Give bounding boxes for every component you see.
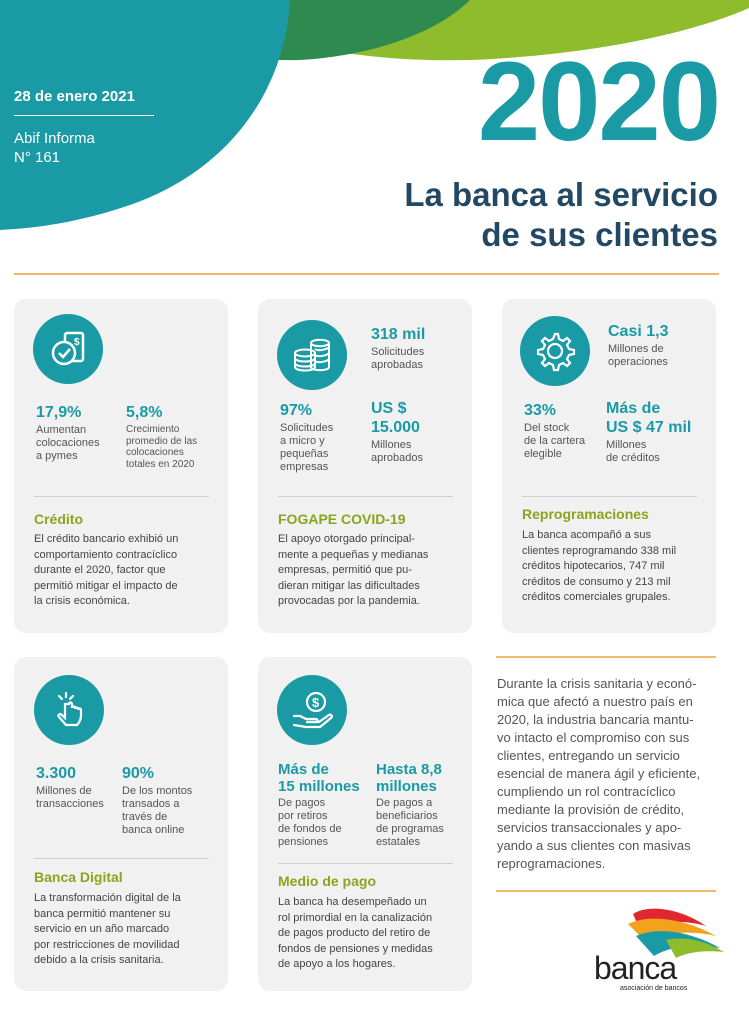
stat-label: [36, 424, 116, 463]
card-title: Crédito: [34, 511, 83, 527]
divider: [522, 496, 697, 497]
card-body: [278, 895, 470, 973]
card-title: Reprogramaciones: [522, 506, 649, 522]
stat-solicitudes-aprobadas: [371, 325, 466, 372]
stat-label-line: Solicitudes: [280, 422, 334, 434]
stat-cartera-elegible: [524, 401, 602, 461]
stat-value: 3.300: [36, 765, 77, 782]
stat-label-line: De pagos: [278, 797, 326, 809]
stat-label: [371, 346, 466, 372]
stat-value: 5,8%: [126, 404, 163, 421]
stat-value: [376, 761, 468, 795]
stat-montos-online: [122, 764, 222, 837]
year-heading: 2020: [477, 39, 719, 164]
divider: [496, 656, 716, 658]
body-line: El apoyo otorgado principal-: [278, 533, 415, 545]
body-line: La transformación digital de la: [34, 892, 181, 904]
stat-label-line: aprobados: [371, 452, 423, 464]
card-body: [34, 532, 224, 610]
stat-value: 97%: [280, 402, 313, 419]
stat-monto-creditos: [606, 399, 714, 465]
stat-label: [280, 422, 362, 474]
coins-icon: [277, 320, 347, 390]
logo-subtitle: asociación de bancos: [620, 985, 688, 992]
stat-label-line: Millones: [606, 439, 647, 451]
body-line: rol primordial en la canalización: [278, 911, 433, 924]
body-line: provocadas por la pandemia.: [278, 595, 420, 607]
stat-label-line: pensiones: [278, 836, 329, 848]
stat-label-line: De los montos: [122, 785, 193, 797]
stat-label-line: operaciones: [608, 356, 668, 368]
stat-label-line: de programas: [376, 823, 444, 835]
summary-line: vo intacto el compromiso con sus: [497, 730, 690, 745]
page-title: [404, 175, 718, 255]
summary-line: mediante la provisión de crédito,: [497, 802, 685, 817]
stat-micro-pequenas: [280, 401, 362, 474]
stat-label: [278, 797, 378, 849]
divider: [34, 858, 209, 859]
body-line: créditos comerciales grupales.: [522, 591, 671, 603]
stat-label-line: elegible: [524, 448, 562, 460]
stat-crecimiento-colocaciones: [126, 403, 222, 470]
summary-line: yando a sus clientes con masivas: [497, 838, 691, 853]
body-line: clientes reprogramando 338 mil: [522, 544, 677, 557]
summary-line: 2020, la industria bancaria mantu-: [497, 712, 694, 727]
card-title: Medio de pago: [278, 873, 376, 889]
body-line: mente a pequeñas y medianas: [278, 548, 429, 561]
body-line: debido a la crisis sanitaria.: [34, 954, 164, 966]
stat-label-line: De pagos a: [376, 797, 433, 809]
stat-label: [606, 439, 714, 465]
stat-label-line: a pymes: [36, 450, 78, 462]
title-line: de sus clientes: [481, 216, 718, 253]
publication-name: [14, 129, 95, 167]
card-medio-de-pago: [258, 657, 472, 991]
card-body: [278, 532, 468, 610]
body-line: créditos de consumo y 213 mil: [522, 575, 671, 588]
logo-wordmark: banca: [594, 950, 677, 986]
stat-label-line: aprobadas: [371, 359, 423, 371]
stat-label: [36, 785, 120, 811]
summary-line: mica que afectó a nuestro país en: [497, 694, 693, 709]
divider: [34, 496, 209, 497]
summary-line: Durante la crisis sanitaria y econó-: [497, 676, 697, 691]
stat-label-line: Solicitudes: [371, 346, 425, 358]
body-line: empresas, permitió que pu-: [278, 564, 412, 576]
divider: [14, 273, 719, 275]
summary-line: cumpliendo un rol contracíclico: [497, 784, 676, 799]
stat-value: 90%: [122, 765, 155, 782]
stat-label-line: de fondos de: [278, 823, 342, 835]
stat-label: [122, 785, 222, 837]
card-banca-digital: [14, 657, 228, 991]
publication-date: 28 de enero 2021: [14, 88, 135, 105]
gear-icon: [520, 316, 590, 386]
stat-monto-aprobado: [371, 399, 466, 465]
card-title: Banca Digital: [34, 869, 123, 885]
stat-label-line: totales en 2020: [126, 458, 195, 470]
stat-colocaciones-pymes: [36, 403, 116, 463]
stat-label-line: colocaciones: [36, 437, 100, 449]
summary-line: esencial de manera ágil y eficiente,: [497, 766, 701, 781]
body-line: La banca acompañó a sus: [522, 529, 652, 541]
stat-label-line: promedio de las: [126, 435, 198, 447]
stat-value-line: 15.000: [371, 419, 420, 436]
card-reprogramaciones: [502, 299, 716, 633]
touch-hand-icon: [34, 675, 104, 745]
divider: [278, 863, 453, 864]
stat-pagos-pensiones: [278, 761, 378, 849]
body-line: permitió mitigar el impacto de: [34, 579, 178, 592]
stat-value-line: 15 millones: [278, 778, 360, 795]
stat-label-line: de créditos: [606, 452, 660, 464]
stat-value: [371, 399, 466, 437]
stat-pagos-programas: [376, 761, 468, 849]
stat-label-line: banca online: [122, 824, 185, 836]
body-line: de apoyo a los hogares.: [278, 958, 396, 970]
stat-label: [371, 439, 466, 465]
summary-line: servicios transaccionales y apo-: [497, 820, 682, 835]
body-line: créditos hipotecarios, 747 mil: [522, 560, 665, 572]
stat-label-line: estatales: [376, 836, 421, 848]
stat-value-line: US $: [371, 400, 407, 417]
body-line: durante el 2020, factor que: [34, 564, 166, 576]
stat-label-line: de la cartera: [524, 435, 586, 447]
stat-label-line: través de: [122, 811, 168, 823]
stat-operaciones: [608, 322, 708, 369]
body-line: banca permitió mantener su: [34, 907, 171, 920]
stat-transacciones: [36, 764, 120, 811]
body-line: comportamiento contracíclico: [34, 548, 178, 561]
stat-label-line: Millones de: [36, 785, 92, 797]
stat-value-line: millones: [376, 778, 437, 795]
summary-line: reprogramaciones.: [497, 856, 606, 871]
stat-value-line: Más de: [606, 400, 661, 417]
card-body: [34, 891, 224, 969]
divider: [496, 890, 716, 892]
stat-label-line: Del stock: [524, 422, 570, 434]
body-line: dieran mitigar las dificultades: [278, 579, 420, 592]
publication-name-line: Abif Informa: [14, 130, 95, 147]
card-fogape: [258, 299, 472, 633]
stat-value: Casi 1,3: [608, 323, 669, 340]
summary-paragraph: [497, 675, 721, 873]
stat-label-line: colocaciones: [126, 447, 184, 458]
body-line: La banca ha desempeñado un: [278, 896, 427, 908]
stat-label-line: por retiros: [278, 810, 328, 822]
divider: [278, 496, 453, 497]
divider: [14, 115, 154, 116]
body-line: de pagos producto del retiro de: [278, 927, 431, 939]
svg-text:$: $: [312, 695, 320, 710]
publication-number: N° 161: [14, 149, 61, 166]
card-title: FOGAPE COVID-19: [278, 511, 406, 527]
stat-label: [376, 797, 468, 849]
stat-label-line: transados a: [122, 798, 180, 810]
stat-label-line: transacciones: [36, 798, 104, 810]
card-body: [522, 528, 714, 606]
stat-label-line: a micro y: [280, 435, 325, 447]
body-line: por restricciones de movilidad: [34, 938, 180, 951]
title-line: La banca al servicio: [404, 176, 718, 213]
stat-value-line: Hasta 8,8: [376, 761, 442, 778]
hand-money-icon: [277, 675, 347, 745]
stat-label-line: empresas: [280, 461, 329, 473]
stat-label-line: pequeñas: [280, 448, 329, 460]
stat-label-line: beneficiarios: [376, 810, 438, 822]
stat-value: 318 mil: [371, 326, 426, 343]
stat-label: [608, 343, 708, 369]
body-line: El crédito bancario exhibió un: [34, 533, 179, 545]
summary-line: clientes, entregando un servicio: [497, 748, 680, 763]
stat-value: [606, 399, 714, 437]
stat-label: [126, 424, 222, 470]
card-credito: [14, 299, 228, 633]
stat-label-line: Millones: [371, 439, 412, 451]
stat-label-line: Crecimiento: [126, 424, 180, 435]
stat-value: 17,9%: [36, 404, 82, 421]
stat-label-line: Millones de: [608, 343, 664, 355]
body-line: fondos de pensiones y medidas: [278, 942, 433, 955]
stat-value-line: US $ 47 mil: [606, 419, 692, 436]
stat-label: [524, 422, 602, 461]
stat-value: [278, 761, 378, 795]
svg-text:$: $: [74, 337, 80, 348]
stat-value-line: Más de: [278, 761, 329, 778]
body-line: la crisis económica.: [34, 595, 130, 607]
stat-value: 33%: [524, 402, 557, 419]
document-dollar-icon: [33, 314, 103, 384]
stat-label-line: Aumentan: [36, 424, 87, 436]
body-line: servicio en un año marcado: [34, 923, 170, 935]
